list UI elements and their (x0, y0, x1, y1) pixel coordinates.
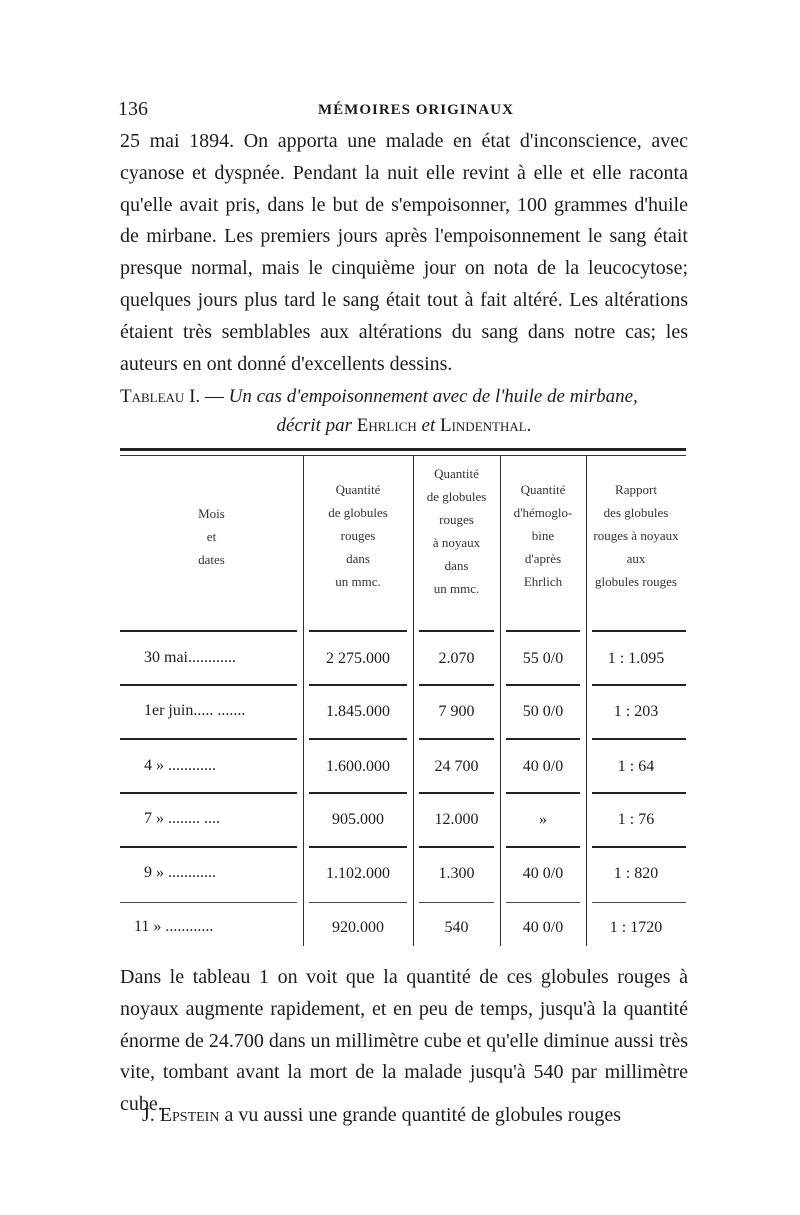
table-cell-globules: 905.000 (332, 811, 384, 828)
header-globules-noyaux: Quantité de globules rouges à noyaux dans un mmc. (426, 466, 487, 596)
table-cell-date: 11 » ............ (134, 918, 214, 935)
header-quantite-globules: Quantité de globules rouges dans un mmc. (328, 482, 388, 589)
table-cell-rapport: 1 : 1.095 (607, 650, 665, 667)
table-cell-hemoglobine: 55 0/0 (522, 650, 564, 667)
header-mois-dates: Mois et dates (198, 506, 225, 567)
caption-title-part1: Un cas d'empoisonnement avec de l'huile de mirbane, (228, 386, 638, 407)
running-head (118, 98, 688, 124)
table-cell-noyaux: 12.000 (434, 811, 479, 828)
table-cell-globules: 1.845.000 (326, 703, 390, 720)
data-table (120, 444, 686, 956)
caption-author1: Ehrlich (356, 415, 417, 436)
caption-author2: Lindenthal. (439, 415, 532, 436)
paragraph-analysis: Dans le tableau 1 on voit que la quantité de ces globules rouges à noyaux augmente rapidement, et en peu de temps, jusqu'à la quantité énorme de 24.700 dans un millimètre cube et qu'elle diminue aussi très vite, tombant avant la mort de la malade jusqu'à 540 par millimètre cube. (120, 966, 688, 1116)
header-hemoglobine: Quantité d'hémoglo- bine d'après Ehrlich (513, 482, 573, 589)
row-rule (506, 630, 580, 632)
table-cell-date: 7 » ........ .... (144, 810, 220, 827)
paragraph-case-description: 25 mai 1894. On apporta une malade en état d'inconscience, avec cyanose et dyspnée. Pendant la nuit elle revint à elle et elle raconta qu'elle avait pris, dans le but de s'empoisonner, 100 grammes d'huile de mirbane. Les premiers jours après l'empoisonnement le sang était presque normal, mais le cinquième jour on nota de la leucocytose; quelques jours plus tard le sang était tout à fait altéré. Les altérations étaient très semblables aux altérations du sang dans notre cas; les auteurs en ont donné d'excellents dessins. (120, 130, 688, 375)
table-cell-noyaux: 24 700 (434, 758, 479, 775)
table-cell-rapport: 1 : 820 (613, 865, 659, 882)
table-cell-rapport: 1 : 76 (617, 811, 655, 828)
table-cell-hemoglobine: 40 0/0 (522, 758, 564, 775)
table-cell-date: 1er juin..... ....... (144, 702, 246, 719)
table-cell-rapport: 1 : 1720 (609, 919, 663, 936)
table-cell-date: 9 » ............ (144, 864, 216, 881)
row-rule (419, 630, 494, 632)
table-cell-rapport: 1 : 203 (613, 703, 659, 720)
table-top-rule-thin (120, 455, 686, 456)
header-rapport: Rapport des globules rouges à noyaux aux globules rouges (593, 482, 679, 589)
row-rule (309, 630, 407, 632)
table-cell-globules: 920.000 (332, 919, 384, 936)
paragraph-epstein (120, 1100, 688, 1131)
table-top-rule (120, 448, 686, 451)
caption-label: Tableau I. — (120, 386, 224, 407)
table-cell-noyaux: 2.070 (438, 650, 475, 667)
table-cell-date: 4 » ............ (144, 757, 216, 774)
table-cell-globules: 2 275.000 (326, 650, 390, 667)
paragraph-epstein-text: a vu aussi une grande quantité de globules rouges (224, 1104, 622, 1126)
table-cell-globules: 1.102.000 (326, 865, 390, 882)
table-cell-globules: 1.600.000 (326, 758, 390, 775)
page-number: 136 (118, 98, 148, 120)
table-cell-rapport: 1 : 64 (617, 758, 655, 775)
row-rule (120, 630, 297, 632)
table-cell-noyaux: 1.300 (438, 865, 475, 882)
row-rule (592, 630, 686, 632)
table-cell-hemoglobine: » (539, 811, 547, 828)
table-cell-hemoglobine: 50 0/0 (522, 703, 564, 720)
table-cell-hemoglobine: 40 0/0 (522, 919, 564, 936)
caption-title-part2: décrit par (276, 415, 353, 436)
table-cell-noyaux: 540 (444, 919, 469, 936)
table-cell-hemoglobine: 40 0/0 (522, 865, 564, 882)
running-title: MÉMOIRES ORIGINAUX (318, 102, 514, 118)
table-caption (120, 382, 688, 440)
table-cell-date: 30 mai............ (144, 649, 236, 666)
table-cell-noyaux: 7 900 (438, 703, 475, 720)
caption-conj: et (421, 415, 436, 436)
author-epstein: J. Epstein (142, 1104, 220, 1126)
